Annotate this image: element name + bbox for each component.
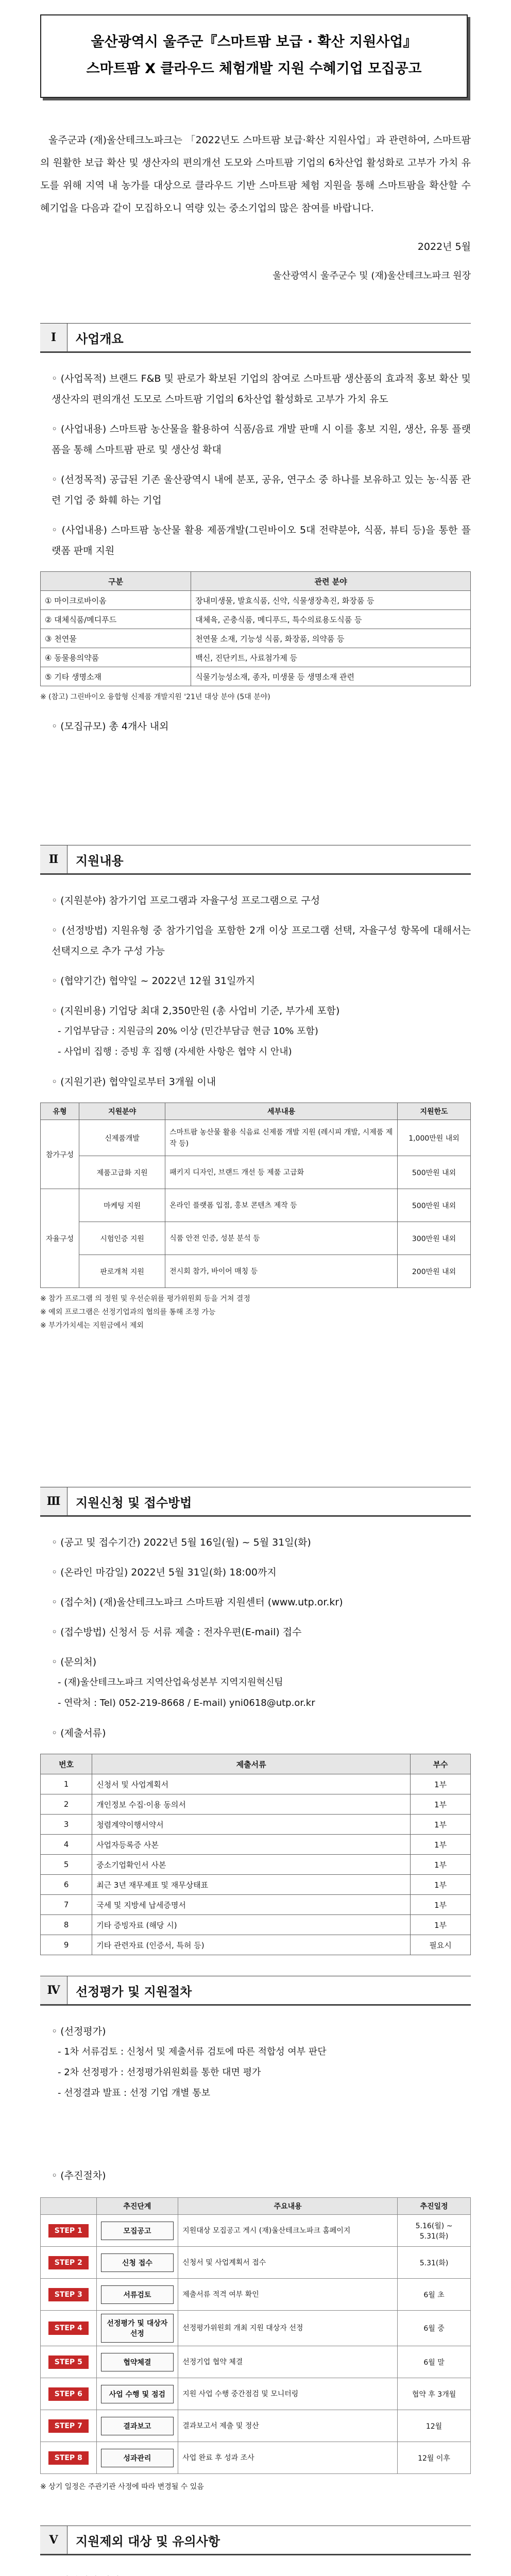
step-badge: STEP 4 xyxy=(48,2321,89,2335)
stage-box: 성과관리 xyxy=(101,2449,174,2467)
table-row xyxy=(41,1915,471,1935)
table-cell: 선정평가위원회 개최 지원 대상자 선정 xyxy=(178,2311,398,2346)
section-title: 지원제외 대상 및 유의사항 xyxy=(76,2534,220,2549)
table-cell: 백신, 진단키트, 사료첨가제 등 xyxy=(191,648,471,667)
stage-box: 사업 수행 및 점검 xyxy=(101,2385,174,2403)
table-cell: 패키지 디자인, 브랜드 개선 등 제품 고급화 xyxy=(165,1156,398,1189)
table-cell: 5 xyxy=(41,1855,92,1875)
table-cell: 판로개척 지원 xyxy=(79,1255,165,1288)
table-cell: 12월 xyxy=(398,2410,471,2442)
table-header: 추진일정 xyxy=(398,2198,471,2215)
table-row xyxy=(41,1120,471,1156)
table-row xyxy=(41,2279,471,2311)
stage-box: 신청 접수 xyxy=(101,2253,174,2272)
table-cell: 스마트팜 농산물 활용 식음료 신제품 개발 지원 (레시피 개발, 시제품 제작 등) xyxy=(165,1120,398,1156)
table-cell: 중소기업확인서 사본 xyxy=(92,1855,411,1875)
table-cell: 국세 및 지방세 납세증명서 xyxy=(92,1895,411,1915)
intro-paragraph: 울주군과 (재)울산테크노파크는 「2022년도 스마트팜 보급·확산 지원사업」과 관련하여, 스마트팜의 원활한 보급 확산 및 생산자의 편의개선 도모와 스마트팜 기업의 6차산업 활성화로 고부가 가치 유도를 위해 지역 내 농가를 대상으로 클라우드 기반 스마트팜 체험 지원을 통해 스마트팜을 확산할 수혜기업을 다음과 같이 모집하오니 역량 있는 중소기업의 많은 참여를 바랍니다. xyxy=(40,134,471,214)
table-row xyxy=(41,591,471,610)
table-row xyxy=(41,648,471,667)
s2-period: ◦ (협약기간) 협약일 ~ 2022년 12월 31일까지 xyxy=(52,975,256,987)
s2-field: ◦ (지원분야) 참가기업 프로그램과 자율구성 프로그램으로 구성 xyxy=(52,895,320,906)
table-row xyxy=(41,610,471,629)
s3-period: ◦ (공고 및 접수기간) 2022년 5월 16일(월) ~ 5월 31일(화) xyxy=(52,1537,311,1548)
section-header-4 xyxy=(40,1976,471,2006)
table-cell: 필요시 xyxy=(411,1935,471,1955)
table-cell: 7 xyxy=(41,1895,92,1915)
s1-business: ◦ (사업내용) 스마트팜 농산물 활용 제품개발(그린바이오 5대 전략분야, 식품, 뷰티 등)을 통한 플랫폼 판매 지원 xyxy=(52,524,471,556)
step-badge: STEP 6 xyxy=(48,2387,89,2401)
table-row xyxy=(41,2346,471,2378)
table-header: 제출서류 xyxy=(92,1754,411,1774)
s2-duration: ◦ (지원기관) 협약일로부터 3개월 이내 xyxy=(52,1076,216,1088)
s1-table-note: ※ (참고) 그린바이오 융합형 신제품 개발지원 '21년 대상 분야 (5대 분야) xyxy=(40,693,270,701)
table-cell: 1부 xyxy=(411,1875,471,1895)
table-cell: ③ 천연물 xyxy=(41,629,191,648)
table-cell: 1부 xyxy=(411,1855,471,1875)
table-cell: 1 xyxy=(41,1774,92,1794)
table-cell: ② 대체식품/메디푸드 xyxy=(41,610,191,629)
table-cell: 장내미생물, 발효식품, 신약, 식물생장촉진, 화장품 등 xyxy=(191,591,471,610)
table-row xyxy=(41,1189,471,1222)
step-badge: STEP 1 xyxy=(48,2224,89,2238)
table-row xyxy=(41,2378,471,2410)
section-number: Ⅴ xyxy=(40,2526,67,2554)
table-cell: 식품 안전 인증, 성분 분석 등 xyxy=(165,1222,398,1255)
step-badge: STEP 7 xyxy=(48,2419,89,2433)
s4-footnote: ※ 상기 일정은 주관기관 사정에 따라 변경될 수 있음 xyxy=(40,2483,204,2491)
table-row xyxy=(41,1794,471,1815)
table-cell: 전시회 참가, 바이어 매칭 등 xyxy=(165,1255,398,1288)
table-cell: 개인정보 수집·이용 동의서 xyxy=(92,1794,411,1815)
table-header: 번호 xyxy=(41,1754,92,1774)
table-cell: 1부 xyxy=(411,1835,471,1855)
table-cell: 6월 말 xyxy=(398,2346,471,2378)
table-cell: 청렴계약이행서약서 xyxy=(92,1815,411,1835)
table-row xyxy=(41,629,471,648)
table-cell: 1부 xyxy=(411,1794,471,1815)
s4-eval-sub2: - 2차 선정평가 : 선정평가위원회를 통한 대면 평가 xyxy=(58,2067,261,2078)
s2-note-1: ※ 참가 프로그램 의 정원 및 우선순위를 평가위원회 등을 거쳐 결정 xyxy=(40,1295,250,1303)
table-row xyxy=(41,667,471,686)
documents-table xyxy=(40,1754,471,1955)
table-cell: 5.16(월) ~ 5.31(화) xyxy=(398,2215,471,2247)
table-header: 부수 xyxy=(411,1754,471,1774)
s3-contact-info: - 연락처 : Tel) 052-219-8668 / E-mail) yni0618@utp.or.kr xyxy=(58,1698,315,1708)
table-row xyxy=(41,1255,471,1288)
s4-evaluation: ◦ (선정평가) xyxy=(52,2026,106,2037)
s2-note-3: ※ 부가가치세는 지원금에서 제외 xyxy=(40,1321,144,1330)
table-cell: 온라인 플랫폼 입점, 홍보 콘텐츠 제작 등 xyxy=(165,1189,398,1222)
table-header: 유형 xyxy=(41,1103,79,1120)
stage-box: 서류검토 xyxy=(101,2285,174,2304)
table-cell: 200만원 내외 xyxy=(398,1255,471,1288)
stage-box: 모집공고 xyxy=(101,2222,174,2240)
table-row xyxy=(41,1815,471,1835)
s3-documents: ◦ (제출서류) xyxy=(52,1727,106,1739)
table-cell: 참가구성 xyxy=(41,1120,79,1189)
table-row xyxy=(41,1774,471,1794)
stage-box: 협약체결 xyxy=(101,2353,174,2371)
s2-cost-sub2: - 사업비 집행 : 증빙 후 집행 (자세한 사항은 협약 시 안내) xyxy=(58,1046,292,1057)
section-header-3 xyxy=(40,1487,471,1517)
table-cell: 사업 완료 후 성과 조사 xyxy=(178,2442,398,2474)
table-cell: 1부 xyxy=(411,1774,471,1794)
table-cell: 5.31(화) xyxy=(398,2247,471,2279)
table-header: 주요내용 xyxy=(178,2198,398,2215)
title-box xyxy=(40,14,468,98)
table-cell: 신청서 및 사업계획서 접수 xyxy=(178,2247,398,2279)
table-cell: 제품고급화 지원 xyxy=(79,1156,165,1189)
table-cell: 6 xyxy=(41,1875,92,1895)
announcing-organization: 울산광역시 울주군수 및 (재)울산테크노파크 원장 xyxy=(272,270,471,281)
table-row xyxy=(41,1855,471,1875)
table-cell: 3 xyxy=(41,1815,92,1835)
table-cell: 지원대상 모집공고 게시 (재)울산테크노파크 홈페이지 xyxy=(178,2215,398,2247)
table-row xyxy=(41,1156,471,1189)
step-badge: STEP 8 xyxy=(48,2451,89,2465)
section-title: 지원내용 xyxy=(76,853,124,868)
table-cell: 1부 xyxy=(411,1915,471,1935)
table-cell: 500만원 내외 xyxy=(398,1189,471,1222)
table-cell: 4 xyxy=(41,1835,92,1855)
table-row xyxy=(41,1835,471,1855)
section-number: Ⅰ xyxy=(40,324,67,351)
table-cell: 결과보고서 제출 및 정산 xyxy=(178,2410,398,2442)
section-title: 지원신청 및 접수방법 xyxy=(76,1495,192,1510)
announcement-date: 2022년 5월 xyxy=(417,241,471,252)
table-row xyxy=(41,2215,471,2247)
table-row xyxy=(41,2442,471,2474)
table-cell: 300만원 내외 xyxy=(398,1222,471,1255)
s1-purpose: ◦ (사업목적) 브랜드 F&B 및 판로가 확보된 기업의 참여로 스마트팜 생산품의 효과적 홍보 확산 및 생산자의 편의개선 도모로 스마트팜 기업의 6차산업 활성화로 고부가 가치 유도 xyxy=(52,373,471,405)
table-cell: ① 마이크로바이옴 xyxy=(41,591,191,610)
table-row xyxy=(41,1222,471,1255)
title-line-1: 울산광역시 울주군『스마트팜 보급 · 확산 지원사업』 xyxy=(91,34,417,50)
s2-cost: ◦ (지원비용) 기업당 최대 2,350만원 (총 사업비 기준, 부가세 포함) xyxy=(52,1005,340,1016)
s2-cost-sub1: - 기업부담금 : 지원금의 20% 이상 (민간부담금 현금 10% 포함) xyxy=(58,1026,318,1037)
title-line-2: 스마트팜 X 클라우드 체험개발 지원 수혜기업 모집공고 xyxy=(86,61,422,77)
table-cell: 2 xyxy=(41,1794,92,1815)
section-title: 사업개요 xyxy=(76,331,124,346)
section-number: Ⅳ xyxy=(40,1976,67,2004)
s3-contact-org: - (재)울산테크노파크 지역산업육성본부 지역지원혁신팀 xyxy=(58,1677,283,1688)
table-cell: 6월 초 xyxy=(398,2279,471,2311)
table-cell: 최근 3년 재무제표 및 재무상태표 xyxy=(92,1875,411,1895)
table-cell: 자율구성 xyxy=(41,1189,79,1288)
support-table xyxy=(40,1103,471,1288)
table-cell: 12월 이후 xyxy=(398,2442,471,2474)
table-cell: 기타 관련자료 (인증서, 특허 등) xyxy=(92,1935,411,1955)
table-cell: 사업자등록증 사본 xyxy=(92,1835,411,1855)
s1-scale: ◦ (모집규모) 총 4개사 내외 xyxy=(52,721,169,732)
section-number: Ⅲ xyxy=(40,1487,67,1515)
table-row xyxy=(41,2311,471,2346)
table-cell: 제출서류 적격 여부 확인 xyxy=(178,2279,398,2311)
table-cell: 대체육, 곤충식품, 메디푸드, 특수의료용도식품 등 xyxy=(191,610,471,629)
table-header: 구분 xyxy=(41,572,191,591)
s5-exclude xyxy=(40,2571,471,2576)
stage-box: 결과보고 xyxy=(101,2417,174,2435)
s1-target: ◦ (선정목적) 공급된 기존 울산광역시 내에 분포, 공유, 연구소 중 하나를 보유하고 있는 농·식품 관련 기업 중 화훼 하는 기업 xyxy=(52,474,471,506)
step-badge: STEP 5 xyxy=(48,2355,89,2369)
s4-eval-sub3: - 선정결과 발표 : 선정 기업 개별 통보 xyxy=(58,2088,211,2098)
table-cell: 천연물 소재, 기능성 식품, 화장품, 의약품 등 xyxy=(191,629,471,648)
table-cell: 9 xyxy=(41,1935,92,1955)
table-cell: 시험인증 지원 xyxy=(79,1222,165,1255)
table-cell: 8 xyxy=(41,1915,92,1935)
table-row xyxy=(41,2410,471,2442)
table-cell: 500만원 내외 xyxy=(398,1156,471,1189)
section-header-5 xyxy=(40,2526,471,2555)
table-cell: 기타 증빙자료 (해당 시) xyxy=(92,1915,411,1935)
procedure-table xyxy=(40,2197,471,2474)
table-header: 추진단계 xyxy=(96,2198,178,2215)
table-cell: 선정기업 협약 체결 xyxy=(178,2346,398,2378)
s4-procedure: ◦ (추진절차) xyxy=(52,2170,106,2181)
table-cell: 1부 xyxy=(411,1815,471,1835)
table-cell: 식물기능성소재, 종자, 미생물 등 생명소재 관련 xyxy=(191,667,471,686)
section-header-2 xyxy=(40,845,471,875)
s2-note-2: ※ 예외 프로그램은 선정기업과의 협의를 통해 조정 가능 xyxy=(40,1308,216,1316)
table-row xyxy=(41,1935,471,1955)
stage-box: 선정평가 및 대상자 선정 xyxy=(101,2314,174,2343)
table-cell: 신제품개발 xyxy=(79,1120,165,1156)
s3-place: ◦ (접수처) (재)울산테크노파크 스마트팜 지원센터 (www.utp.or.kr) xyxy=(52,1597,343,1608)
table-cell: ⑤ 기타 생명소재 xyxy=(41,667,191,686)
table-row xyxy=(41,2247,471,2279)
table-header: 관련 분야 xyxy=(191,572,471,591)
step-badge: STEP 2 xyxy=(48,2256,89,2269)
section-header-1 xyxy=(40,323,471,353)
s2-method: ◦ (선정방법) 지원유형 중 참가기업을 포함한 2개 이상 프로그램 선택, 자율구성 항목에 대해서는 선택지으로 추가 구성 가능 xyxy=(52,925,471,957)
s1-content: ◦ (사업내용) 스마트팜 농산물을 활용하여 식품/음료 개발 판매 시 이를 홍보 지원, 생산, 유통 플랫폼을 통해 스마트팜 판로 및 생산성 확대 xyxy=(52,423,471,455)
table-header: 세부내용 xyxy=(165,1103,398,1120)
section-number: Ⅱ xyxy=(40,845,67,873)
table-cell: 1부 xyxy=(411,1895,471,1915)
table-row xyxy=(41,1895,471,1915)
s3-deadline: ◦ (온라인 마감일) 2022년 5월 31일(화) 18:00까지 xyxy=(52,1567,277,1578)
field-table xyxy=(40,571,471,686)
table-cell: 협약 후 3개월 xyxy=(398,2378,471,2410)
section-title: 선정평가 및 지원절차 xyxy=(76,1984,192,1999)
table-header xyxy=(41,2198,97,2215)
table-row xyxy=(41,1875,471,1895)
table-cell: ④ 동물용의약품 xyxy=(41,648,191,667)
table-cell: 1,000만원 내외 xyxy=(398,1120,471,1156)
table-cell: 6월 중 xyxy=(398,2311,471,2346)
s3-contact: ◦ (문의처) xyxy=(52,1656,97,1668)
table-cell: 신청서 및 사업계획서 xyxy=(92,1774,411,1794)
s4-eval-sub1: - 1차 서류검토 : 신청서 및 제출서류 검토에 따른 적합성 여부 판단 xyxy=(58,2046,327,2057)
table-header: 지원한도 xyxy=(398,1103,471,1120)
table-header: 지원분야 xyxy=(79,1103,165,1120)
table-cell: 마케팅 지원 xyxy=(79,1189,165,1222)
s3-method: ◦ (접수방법) 신청서 등 서류 제출 : 전자우편(E-mail) 접수 xyxy=(52,1626,302,1638)
step-badge: STEP 3 xyxy=(48,2288,89,2301)
table-cell: 지원 사업 수행 중간점검 및 모니터링 xyxy=(178,2378,398,2410)
